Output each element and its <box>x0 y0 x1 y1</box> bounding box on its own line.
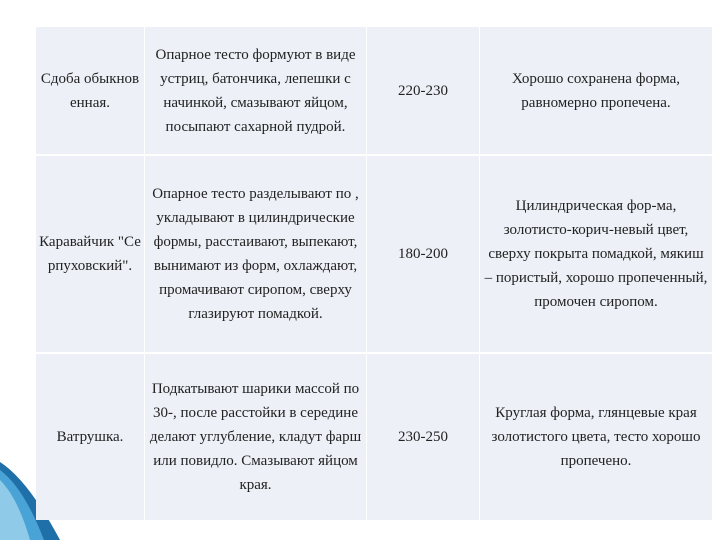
table-row <box>36 27 712 154</box>
quality-cell: Хорошо сохранена форма, равномерно пропечена. <box>511 70 681 111</box>
table-row <box>36 156 712 352</box>
row-divider <box>36 352 712 354</box>
row-divider <box>36 154 712 156</box>
column-divider <box>366 27 367 520</box>
quality-cell: Цилиндрическая фор-ма, золотисто-корич-невый цвет, сверху покрыта помадкой, мякиш – пористый, хорошо пропеченный, промочен сиропом. <box>484 198 708 310</box>
product-name-cell: Сдоба обыкновенная. <box>40 70 140 111</box>
products-table <box>36 27 712 520</box>
column-divider <box>479 27 480 520</box>
table-row <box>36 354 712 520</box>
process-cell: Подкатывают шарики массой по 30-, после расстойки в середине делают углубление, кладут фарш или повидло. Смазывают яйцом края. <box>149 381 362 493</box>
product-name-cell: Ватрушка. <box>56 429 124 445</box>
column-divider <box>144 27 145 520</box>
temperature-cell: 180-200 <box>398 246 448 262</box>
temperature-cell: 220-230 <box>398 82 448 99</box>
product-name-cell: Каравайчик "Серпуховский". <box>39 234 141 274</box>
process-cell: Опарное тесто формуют в виде устриц, батончика, лепешки с начинкой, смазывают яйцом, посыпают сахарной пудрой. <box>155 46 356 135</box>
quality-cell: Круглая форма, глянцевые края золотистого цвета, тесто хорошо пропечено. <box>491 405 701 469</box>
temperature-cell: 230-250 <box>398 429 448 445</box>
process-cell: Опарное тесто разделывают по , укладывают в цилиндрические формы, расстаивают, выпекают, вынимают из форм, охлаждают, промачивают сиропом, сверху глазируют помадкой. <box>152 186 359 322</box>
